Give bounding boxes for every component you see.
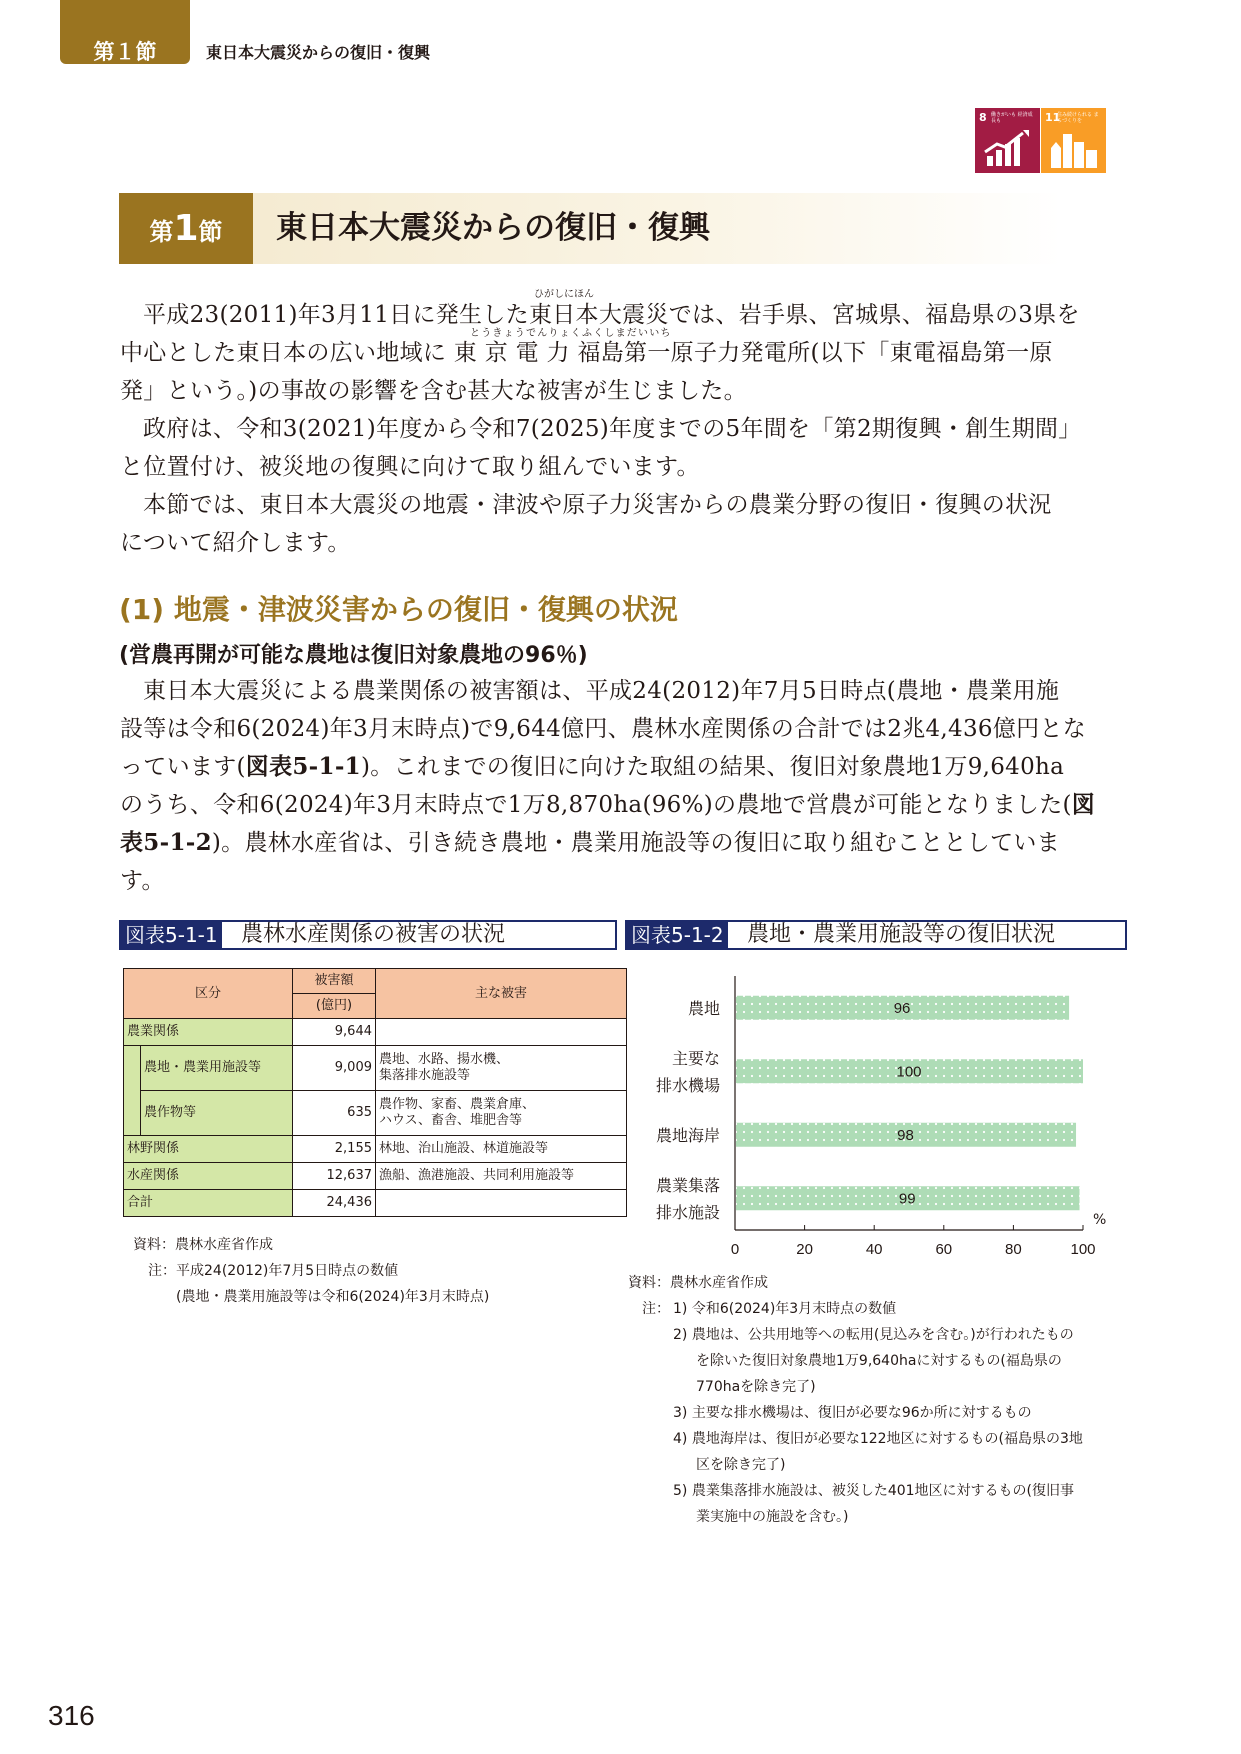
fig2-note-3: 3) 主要な排水機場は、復旧が必要な96か所に対するもの [673, 1405, 1032, 1421]
category-label: 農業集落 [655, 1175, 720, 1195]
category-label: 主要な [671, 1048, 720, 1068]
fig2-note-2: 2) 農地は、公共用地等への転用(見込みを含む。)が行われたもの を除いた復旧対象農地1万9,640haに対するもの(福島県の 770haを除き完了) [673, 1327, 1074, 1395]
table-row: 合計 24,436 [124, 1190, 627, 1217]
category-label: 農地海岸 [655, 1125, 720, 1145]
subsection-heading: (1) 地震・津波災害からの復旧・復興の状況 [119, 593, 678, 626]
category-label: 排水施設 [655, 1202, 720, 1222]
table-row: 農業関係 9,644 [124, 1019, 627, 1046]
figure-5-1-2-caption: 図表5-1-2 農地・農業用施設等の復旧状況 [625, 920, 1127, 950]
subsection-subheading: (営農再開が可能な農地は復旧対象農地の96％) [119, 643, 588, 668]
ruby-tepco: とうきょうでんりょくふくしまだいいち [470, 328, 672, 339]
fig2-note-1: 1) 令和6(2024)年3月末時点の数値 [673, 1301, 897, 1317]
fig1-note: 注：平成24(2012)年7月5日時点の数値 [148, 1263, 399, 1279]
fig2-note-4: 4) 農地海岸は、復旧が必要な122地区に対するもの(福島県の3地 区を除き完了) [673, 1431, 1083, 1473]
table-row: 林野関係 2,155 林地、治山施設、林道施設等 [124, 1136, 627, 1163]
fig1-source: 資料：農林水産省作成 [133, 1237, 273, 1253]
intro-paragraph-2: 政府は、令和3(2021)年度から令和7(2025)年度までの5年間を「第2期復興・創生期間」 と位置付け、被災地の復興に向けて取り組んでいます。 [120, 416, 1082, 480]
x-tick-label: 40 [865, 1241, 883, 1258]
x-tick-label: 60 [935, 1241, 953, 1258]
city-buildings-icon [1049, 130, 1099, 168]
intro-paragraph-3: 本節では、東日本大震災の地震・津波や原子力災害からの農業分野の復旧・復興の状況 について紹介します。 [120, 492, 1052, 556]
damage-table: 区分 被害額 主な被害 (億円) 農業関係 9,644 農地・農業用施設等 9,009 農地、水路、揚水機、 集落排水施設等 農作物等 635 農作物、家畜、農業倉庫、 ハウス、畜舎、堆肥舎等 林野関係 2,155 林地、治山施設、林道施設等 水産関係 12,637 漁船、漁港施設、共同利用施設等 合計 24,436 [123, 968, 627, 1217]
section-title: 東日本大震災からの復旧・復興 [276, 210, 710, 246]
section-tab: 第１節 [60, 0, 190, 64]
growth-chart-icon [983, 130, 1031, 168]
table-header-row: 区分 被害額 主な被害 [124, 969, 627, 994]
table-row: 水産関係 12,637 漁船、漁港施設、共同利用施設等 [124, 1163, 627, 1190]
x-axis-unit: % [1093, 1212, 1107, 1228]
recovery-bar-chart [620, 968, 1120, 1268]
intro-paragraph-1: 平成23(2011)年3月11日に発生した東日本大震災では、岩手県、宮城県、福島県の3県を 中心とした東日本の広い地域に 東 京 電 力 福島第一原子力発電所(以下「東電福島第一原 発」という。)の事故の影響を含む甚大な被害が生じました。 [120, 302, 1080, 404]
section1-paragraph: 東日本大震災による農業関係の被害額は、平成24(2012)年7月5日時点(農地・農業用施 設等は令和6(2024)年3月末時点)で9,644億円、農林水産関係の合計では2兆4,436億円とな っています(図表5-1-1)。これまでの復旧に向けた取組の結果、復旧対象農地1万9,640ha のうち、令和6(2024)年3月末時点で1万8,870ha(96%)の農地で営農が可能となりました(図 表5-1-2)。農林水産省は、引き続き農地・農業用施設等の復旧に取り組むこととしていま す。 [120, 678, 1096, 894]
x-tick-label: 20 [796, 1241, 813, 1258]
x-tick-label: 80 [1005, 1241, 1022, 1258]
x-tick-label: 0 [730, 1241, 740, 1258]
sdg-goal-11-icon: 11 住み続けられる まちづくりを [1041, 108, 1106, 173]
sdg-goal-8-icon: 8 働きがいも 経済成長も [975, 108, 1040, 173]
section-number-tag: 第1節 [119, 193, 253, 264]
fig-ref-5-1-1[interactable]: 図表5-1-1 [245, 753, 361, 780]
fig2-note-prefix: 注： [642, 1301, 670, 1317]
bar-value-label: 96 [893, 999, 911, 1017]
table-row: 農地・農業用施設等 9,009 農地、水路、揚水機、 集落排水施設等 [124, 1046, 627, 1091]
bar-value-label: 99 [898, 1190, 916, 1208]
category-label: 農地 [687, 998, 720, 1018]
ruby-higashinihon: ひがしにほん [534, 289, 594, 300]
page-number: 316 [48, 1700, 95, 1731]
fig2-note-5: 5) 農業集落排水施設は、被災した401地区に対するもの(復旧事 業実施中の施設を含む。) [673, 1483, 1075, 1525]
fig2-source: 資料：農林水産省作成 [628, 1275, 768, 1291]
running-header-title: 東日本大震災からの復旧・復興 [206, 43, 431, 62]
category-label: 排水機場 [655, 1075, 720, 1095]
x-tick-label: 100 [1070, 1241, 1096, 1258]
fig1-note-cont: (農地・農業用施設等は令和6(2024)年3月末時点) [176, 1289, 490, 1305]
bar-value-label: 98 [897, 1126, 914, 1144]
bar-value-label: 100 [896, 1063, 922, 1081]
figure-5-1-1-caption: 図表5-1-1 農林水産関係の被害の状況 [119, 920, 617, 950]
fig-ref-5-1-2[interactable]: 図 [1071, 791, 1096, 818]
table-row: 農作物等 635 農作物、家畜、農業倉庫、 ハウス、畜舎、堆肥舎等 [124, 1091, 627, 1136]
